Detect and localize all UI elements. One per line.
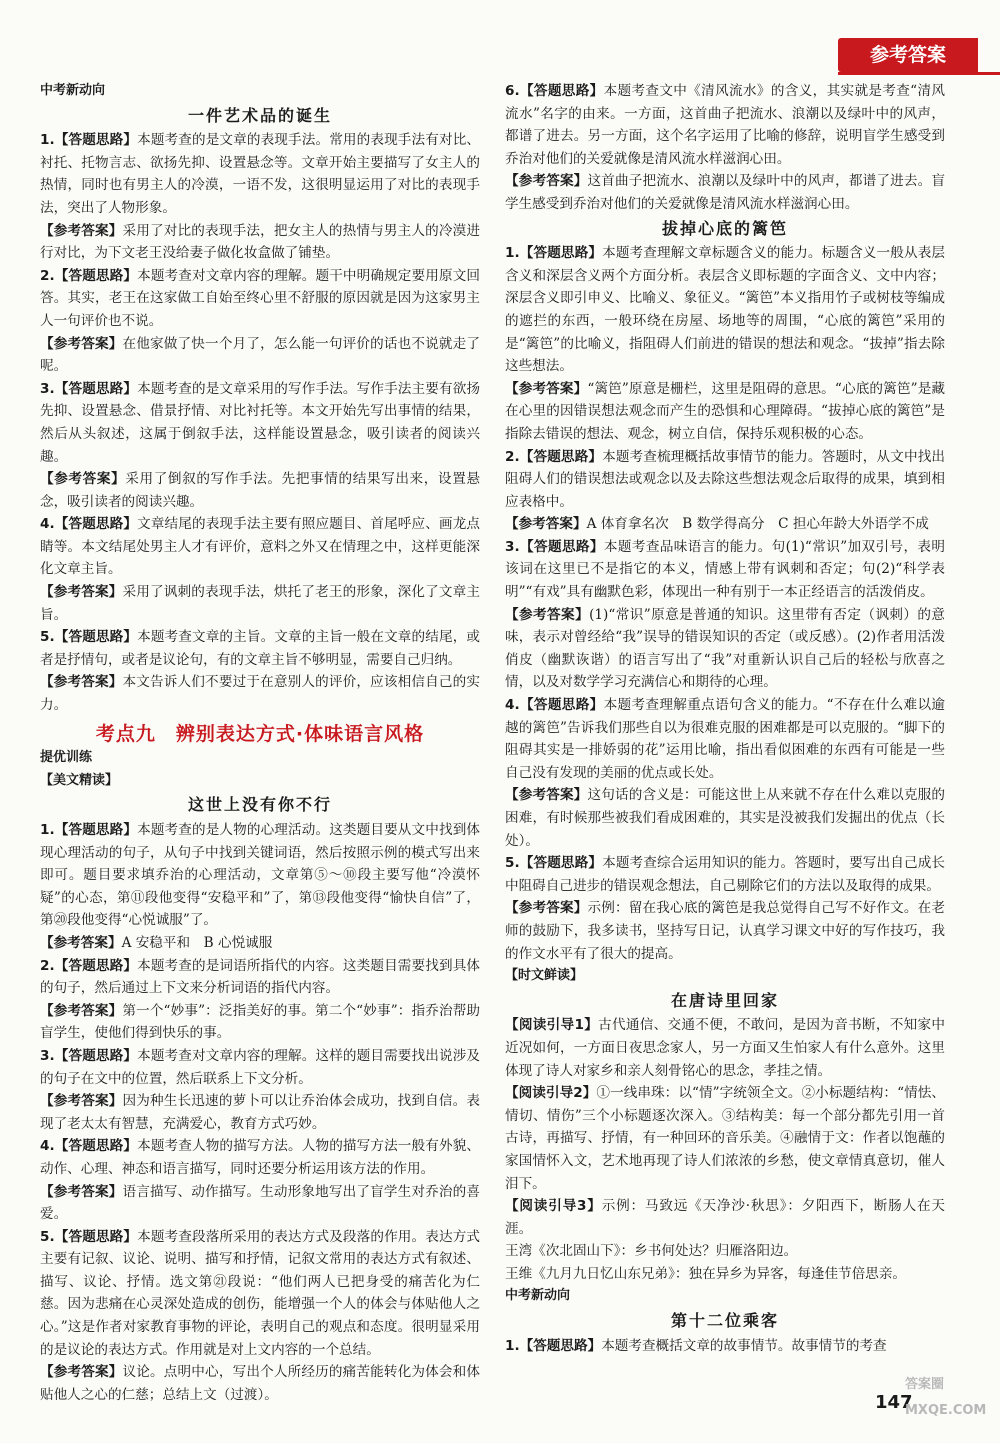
item-text: 议论。点明中心，写出个人所经历的痛苦能转化为体会和体贴他人之心的仁慈；总结上文（过渡）。 xyxy=(40,1364,480,1403)
item-text: 示例：留在我心底的篱笆是我总觉得自己写不好作文。在老师的鼓励下，我多读书，坚持写日记，认真学习课文中好的写作技巧，我的作文水平有了很大的提高。 xyxy=(505,900,945,962)
item-tag: 【答题思路】 xyxy=(519,1337,602,1354)
item-tag: 【阅读引导3】 xyxy=(505,1198,602,1215)
item-number: 2. xyxy=(40,957,55,974)
item-number: 4. xyxy=(40,516,55,533)
item-number: 4. xyxy=(505,697,520,714)
item-number: 5. xyxy=(40,629,55,646)
item-tag: 【答题思路】 xyxy=(519,83,604,99)
answer-item xyxy=(505,170,945,215)
answer-item xyxy=(505,694,945,784)
item-number: 1. xyxy=(505,1337,520,1354)
item-number: 1. xyxy=(40,132,55,149)
item-tag: 【参考答案】 xyxy=(505,606,590,623)
item-text: 本题考查人物的描写方法。人物的描写方法一般有外貌、动作、心理、神态和语言描写，同时还要分析运用该方法的作用。 xyxy=(40,1138,481,1177)
item-text: 本题考查理解文章标题含义的能力。标题含义一般从表层含义和深层含义两个方面分析。表层含义即标题的字面含义、文中内容；深层含义即引申义、比喻义、象征义。“篱笆”本义指用竹子或树枝等编成的遮拦的东西，一般环绕在房屋、场地等的周围，“心底的篱笆”采用的是“篱笆”的比喻义，指阻碍人们前进的错误的想法和观念。“拔掉”指去除这些想法。 xyxy=(505,245,946,375)
section-heading: 【时文鲜读】 xyxy=(505,968,584,984)
item-number: 3. xyxy=(40,380,55,397)
item-tag: 【参考答案】 xyxy=(40,335,123,352)
item-text: 本题考查的是词语所指代的内容。这类题目需要找到具体的句子，然后通过上下文来分析词语的指代内容。 xyxy=(40,957,481,997)
item-tag: 【参考答案】 xyxy=(505,787,588,804)
item-tag: 【答题思路】 xyxy=(519,538,604,555)
item-text: 采用了讽刺的表现手法，烘托了老王的形象，深化了文章主旨。 xyxy=(40,584,480,623)
right-column xyxy=(505,80,945,1357)
answer-item xyxy=(40,626,480,671)
item-tag: 【答题思路】 xyxy=(54,957,138,974)
item-tag: 【答题思路】 xyxy=(54,516,138,533)
left-column xyxy=(40,80,480,1406)
item-text: 本文告诉人们不要过于在意别人的评价，应该相信自己的实力。 xyxy=(40,674,480,714)
page-number: 147 xyxy=(875,1392,913,1413)
item-tag: 【参考答案】 xyxy=(40,1183,123,1200)
answer-item xyxy=(40,1135,480,1180)
item-tag: 【答题思路】 xyxy=(54,132,138,149)
answer-item xyxy=(505,1014,945,1082)
item-text: 本题考查理解重点语句含义的能力。“不存在什么难以逾越的篱笆”告诉我们那些自以为很难克服的困难都是可以克服的。“脚下的阻碍其实是一排娇弱的花”运用比喻，指出看似困难的东西有可能是一些自己没有发现的美丽的优点或长处。 xyxy=(505,697,946,781)
item-tag: 【答题思路】 xyxy=(54,1228,138,1245)
item-text: 这首曲子把流水、浪潮以及绿叶中的风声，都谱了进去。盲学生感受到乔治对他们的关爱就像是清风流水样滋润心田。 xyxy=(505,173,945,212)
text-line: 王维《九月九日忆山东兄弟》：独在异乡为异客，每逢佳节倍思亲。 xyxy=(505,1265,907,1282)
item-tag: 【阅读引导1】 xyxy=(505,1017,599,1034)
section-heading: 中考新动向 xyxy=(505,1288,571,1304)
item-text: 本题考查对文章内容的理解。这样的题目需要找出说涉及的句子在文中的位置，然后联系上下文分析。 xyxy=(40,1047,481,1087)
item-number: 2. xyxy=(505,448,520,465)
article-title: 这世上没有你不行 xyxy=(187,795,332,815)
answer-item xyxy=(505,80,945,170)
item-text: 本题考查综合运用知识的能力。答题时，要写出自己成长中阻碍自己进步的错误观念想法，自己剔除它们的方法以及取得的成果。 xyxy=(505,855,946,894)
answer-item xyxy=(505,1082,945,1195)
answer-item xyxy=(40,1000,480,1045)
item-text: A 安稳平和 B 心悦诚服 xyxy=(121,934,273,951)
answer-item xyxy=(40,955,480,1000)
answer-item xyxy=(40,581,480,626)
item-tag: 【答题思路】 xyxy=(54,1138,138,1155)
answer-item xyxy=(505,242,945,378)
item-tag: 【参考答案】 xyxy=(40,1002,123,1019)
answer-item xyxy=(40,333,480,378)
item-text: 文章结尾的表现手法主要有照应题目、首尾呼应、画龙点睛等。本文结尾处男主人才有评价，意料之外又在情理之中，这样更能深化文章主旨。 xyxy=(40,516,481,578)
item-text: 因为种生长迅速的萝卜可以让乔治体会成功，找到自信。表现了老太太有智慧，充满爱心，教育方式巧妙。 xyxy=(40,1093,480,1132)
item-text: 古代通信、交通不便，不敢问，是因为音书断，不知家中近况如何，一方面日夜思念家人，另一方面又生怕家人有什么意外。这里体现了诗人对家乡和亲人刻骨铭心的思念，孝挂之情。 xyxy=(505,1017,946,1079)
item-number: 4. xyxy=(40,1138,55,1155)
item-text: 语言描写、动作描写。生动形象地写出了盲学生对乔治的喜爱。 xyxy=(40,1183,480,1223)
item-tag: 【答题思路】 xyxy=(54,629,138,646)
item-text: 本题考查的是文章的表现手法。常用的表现手法有对比、衬托、托物言志、欲扬先抑、设置悬念等。文章开始主要描写了女主人的热情，同时也有男主人的冷漠，一语不发，这很明显运用了对比的表现手法，突出了人物形象。 xyxy=(40,132,481,216)
item-tag: 【参考答案】 xyxy=(40,471,126,488)
item-tag: 【答题思路】 xyxy=(519,855,603,872)
answer-item xyxy=(505,897,945,965)
answer-item xyxy=(40,1361,480,1406)
item-text: 采用了对比的表现手法，把女主人的热情与男主人的冷漠进行对比，为下文老王没给妻子做化妆盒做了铺垫。 xyxy=(40,222,480,262)
article-title: 在唐诗里回家 xyxy=(670,990,779,1010)
item-text: 本题考查对文章内容的理解。题干中明确规定要用原文回答。其实，老王在这家做工自始至终心里不舒服的原因就是因为这家男主人一句评价也不说。 xyxy=(40,267,481,329)
answer-item xyxy=(505,784,945,852)
answer-item xyxy=(40,1090,480,1135)
answer-item xyxy=(505,1335,945,1358)
answer-item xyxy=(40,129,480,219)
item-tag: 【参考答案】 xyxy=(505,380,588,397)
item-number: 3. xyxy=(40,1047,55,1064)
section-heading: 提优训练 xyxy=(40,750,93,766)
item-text: 本题考查文章的主旨。文章的主旨一般在文章的结尾，或者是抒情句，或者是议论句，有的文章主旨不够明显，需要自己归纳。 xyxy=(40,629,481,668)
item-tag: 【答题思路】 xyxy=(519,245,603,262)
item-tag: 【参考答案】 xyxy=(40,1093,123,1110)
item-text: 采用了倒叙的写作手法。先把事情的结果写出来，设置悬念，吸引读者的阅读兴趣。 xyxy=(40,471,480,510)
answer-item xyxy=(505,446,945,514)
item-text: ①一线串珠：以“情”字统领全文。②小标题结构：“情怯、情切、情伤”三个小标题逐次深入。③结构美：每一个部分都先引用一首古诗，再描写、抒情，有一种回环的音乐美。④融情于文：作者以饱蘸的家国情怀入文，艺术地再现了诗人们浓浓的乡愁，使文章情真意切，催人泪下。 xyxy=(505,1085,945,1192)
item-text: 本题考查品味语言的能力。句(1)“常识”加双引号，表明该词在这里已不是指它的本义，情感上带有讽刺和否定；句(2)“科学表明”“有戏”具有幽默色彩，体现出一种有别于一本正经语言的活泼俏皮。 xyxy=(505,538,946,601)
item-text: A 体育拿名次 B 数学得高分 C 担心年龄大外语学不成 xyxy=(586,516,929,533)
item-text: 在他家做了快一个月了，怎么能一句评价的话也不说就走了呢。 xyxy=(40,335,480,375)
answer-item xyxy=(505,604,945,694)
answer-item xyxy=(40,1045,480,1090)
item-text: (1)“常识”原意是普通的知识。这里带有否定（讽刺）的意味，表示对曾经给“我”误导的错误知识的否定（或反感）。(2)作者用活泼俏皮（幽默诙谐）的语言写出了“我”对重新认识自己后的轻松与欣喜之情，以及对数学学习充满信心和期待的心理。 xyxy=(505,606,946,691)
item-tag: 【阅读引导2】 xyxy=(505,1085,597,1102)
item-tag: 【参考答案】 xyxy=(40,1364,123,1381)
answer-item xyxy=(40,1181,480,1226)
answer-item xyxy=(505,536,945,604)
item-number: 1. xyxy=(40,822,55,838)
item-number: 2. xyxy=(40,267,55,284)
item-number: 3. xyxy=(505,538,520,555)
item-text: 这句话的含义是：可能这世上从来就不存在什么难以克服的困难，有时候那些被我们看成困难的，其实是没被我们发掘出的优点（长处）。 xyxy=(505,787,945,849)
item-number: 5. xyxy=(505,855,520,872)
answer-item xyxy=(40,671,480,716)
answer-key-header: 参考答案 xyxy=(838,38,978,72)
item-tag: 【参考答案】 xyxy=(505,900,588,917)
item-text: 本题考查梳理概括故事情节的能力。答题时，从文中找出阻碍人们的错误想法或观念以及去除这些想法观念后取得的成果，填到相应表格中。 xyxy=(505,448,946,510)
item-tag: 【答题思路】 xyxy=(519,697,604,714)
item-tag: 【答题思路】 xyxy=(54,380,138,397)
answer-item xyxy=(40,378,480,468)
item-tag: 【参考答案】 xyxy=(40,674,123,691)
item-tag: 【答题思路】 xyxy=(54,822,138,838)
answer-item xyxy=(40,819,480,932)
answer-item xyxy=(40,265,480,333)
article-title: 一件艺术品的诞生 xyxy=(187,105,332,125)
item-tag: 【参考答案】 xyxy=(40,934,122,951)
answer-item xyxy=(40,513,480,581)
item-tag: 【参考答案】 xyxy=(505,516,587,533)
item-number: 1. xyxy=(505,245,520,262)
item-tag: 【参考答案】 xyxy=(40,222,123,239)
article-title: 第十二位乘客 xyxy=(670,1311,779,1331)
answer-item xyxy=(40,220,480,265)
watermark: 答案圈 MXQE.COM xyxy=(905,1377,987,1418)
text-line: 王湾《次北固山下》：乡书何处达？归雁洛阳边。 xyxy=(505,1243,798,1260)
answer-item xyxy=(505,513,945,536)
item-text: 本题考查的是文章采用的写作手法。写作手法主要有欲扬先抑、设置悬念、借景抒情、对比衬托等。本文开始先写出事情的结果，然后从头叙述，这属于倒叙手法，这样能设置悬念，吸引读者的阅读兴趣。 xyxy=(40,380,481,465)
item-text: “篱笆”原意是栅栏，这里是阻碍的意思。“心底的篱笆”是藏在心里的因错误想法观念而产生的恐惧和心理障碍。“拔掉心底的篱笆”是指除去错误的想法、观念，树立自信，保持乐观积极的心态。 xyxy=(505,380,946,442)
answer-item xyxy=(505,378,945,446)
section-heading: 中考新动向 xyxy=(40,83,106,98)
answer-item xyxy=(40,468,480,513)
item-tag: 【答题思路】 xyxy=(519,448,603,465)
topic-title: 考点九 辨别表达方式·体味语言风格 xyxy=(95,722,425,745)
item-text: 第一个“妙事”：泛指美好的事。第二个“妙事”：指乔治帮助盲学生，使他们得到快乐的事。 xyxy=(40,1002,481,1042)
item-tag: 【答题思路】 xyxy=(54,267,138,284)
item-text: 本题考查的是人物的心理活动。这类题目要从文中找到体现心理活动的句子，从句子中找到关键词语，然后按照示例的模式写出来即可。题目要求填乔治的心理活动，文章第⑤～⑩段主要写他“冷漠怀疑”的心态，第⑪段他变得“安稳平和”了，第⑬段他变得“愉快自信”了，第⑳段他变得“心悦诚服”了。 xyxy=(40,822,481,929)
item-tag: 【答题思路】 xyxy=(54,1047,138,1064)
item-text: 本题考查段落所采用的表达方式及段落的作用。表达方式主要有记叙、议论、说明、描写和抒情，记叙文常用的表达方式有叙述、描写、议论、抒情。选文第㉑段说：“他们两人已把身受的痛苦化为仁慈。因为悲痛在心灵深处造成的创伤，能增强一个人的体会与体贴他人之心。”这是作者对家教育事物的评论，表明自己的观点和态度。很明显采用的是议论的表达方式。作用就是对上文内容的一个总结。 xyxy=(40,1228,481,1358)
section-heading: 【美文精读】 xyxy=(40,772,119,788)
item-number: 5. xyxy=(40,1228,55,1245)
header-rule xyxy=(838,72,1000,75)
answer-item xyxy=(505,1195,945,1240)
item-tag: 【参考答案】 xyxy=(40,584,123,601)
item-tag: 【参考答案】 xyxy=(505,173,588,190)
item-text: 本题考查概括文章的故事情节。故事情节的考查 xyxy=(601,1337,887,1354)
article-title: 拔掉心底的篱笆 xyxy=(661,218,788,238)
answer-item xyxy=(505,852,945,897)
answer-item xyxy=(40,1226,480,1362)
item-text: 示例：马致远《天净沙·秋思》：夕阳西下，断肠人在天涯。 xyxy=(505,1198,945,1237)
item-number: 6. xyxy=(505,83,520,99)
item-text: 本题考查文中《清风流水》的含义，其实就是考查“清风流水”名字的由来。一方面，这首曲子把流水、浪潮以及绿叶中的风声，都谱了进去。另一方面，这个名字运用了比喻的修辞，说明盲学生感受到乔治对他们的关爱就像是清风流水样滋润心田。 xyxy=(505,83,946,167)
answer-item xyxy=(40,932,480,955)
